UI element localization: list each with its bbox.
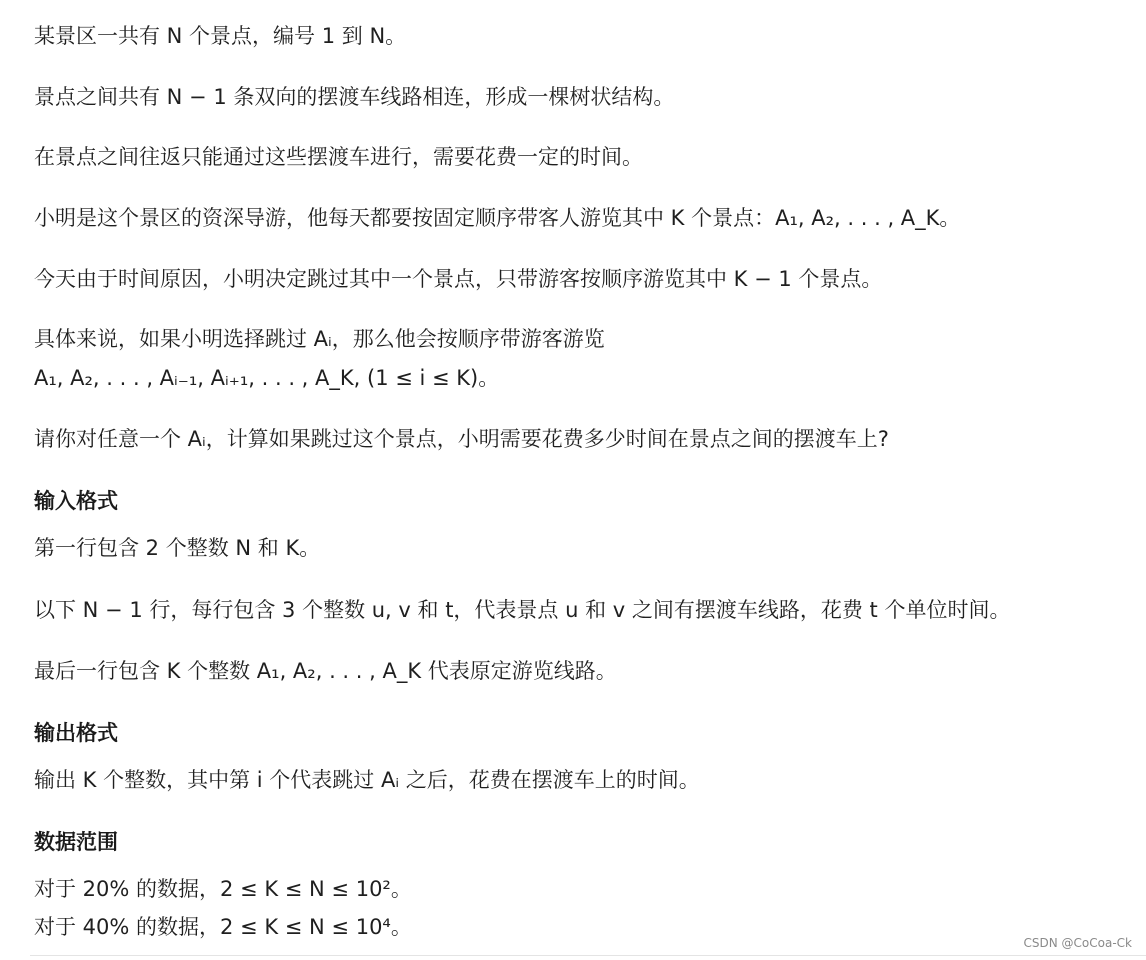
paragraph-skip-one: 今天由于时间原因，小明决定跳过其中一个景点，只带游客按顺序游览其中 K − 1 个景点。 xyxy=(34,267,883,291)
output-line-1: 输出 K 个整数，其中第 i 个代表跳过 Aᵢ 之后，花费在摆渡车上的时间。 xyxy=(34,768,700,792)
data-range-20-percent: 对于 20% 的数据，2 ≤ K ≤ N ≤ 10²。 xyxy=(34,877,412,901)
problem-statement xyxy=(34,0,1146,960)
csdn-watermark: CSDN @CoCoa-Ck xyxy=(1023,936,1132,950)
paragraph-scenic-area: 某景区一共有 N 个景点，编号 1 到 N。 xyxy=(34,24,407,48)
bottom-divider xyxy=(30,955,1146,956)
paragraph-specifically-line2: A₁, A₂, . . . , Aᵢ₋₁, Aᵢ₊₁, . . . , A_K, (1 ≤ i ≤ K)。 xyxy=(34,366,500,390)
input-line-2: 以下 N − 1 行，每行包含 3 个整数 u, v 和 t，代表景点 u 和 v 之间有摆渡车线路，花费 t 个单位时间。 xyxy=(34,598,1011,622)
input-format-heading: 输入格式 xyxy=(34,489,118,513)
input-line-1: 第一行包含 2 个整数 N 和 K。 xyxy=(34,536,321,560)
paragraph-specifically-line1: 具体来说，如果小明选择跳过 Aᵢ，那么他会按顺序带游客游览 xyxy=(34,327,605,351)
output-format-heading: 输出格式 xyxy=(34,721,118,745)
paragraph-guide-route: 小明是这个景区的资深导游，他每天都要按固定顺序带客人游览其中 K 个景点：A₁, A₂, . . . , A_K。 xyxy=(34,206,961,230)
paragraph-travel-time: 在景点之间往返只能通过这些摆渡车进行，需要花费一定的时间。 xyxy=(34,145,643,169)
data-range-heading: 数据范围 xyxy=(34,830,118,854)
input-line-3: 最后一行包含 K 个整数 A₁, A₂, . . . , A_K 代表原定游览线路。 xyxy=(34,659,617,683)
data-range-40-percent: 对于 40% 的数据，2 ≤ K ≤ N ≤ 10⁴。 xyxy=(34,915,412,939)
paragraph-shuttle-lines: 景点之间共有 N − 1 条双向的摆渡车线路相连，形成一棵树状结构。 xyxy=(34,85,675,109)
paragraph-question: 请你对任意一个 Aᵢ，计算如果跳过这个景点，小明需要花费多少时间在景点之间的摆渡车上? xyxy=(34,427,889,451)
